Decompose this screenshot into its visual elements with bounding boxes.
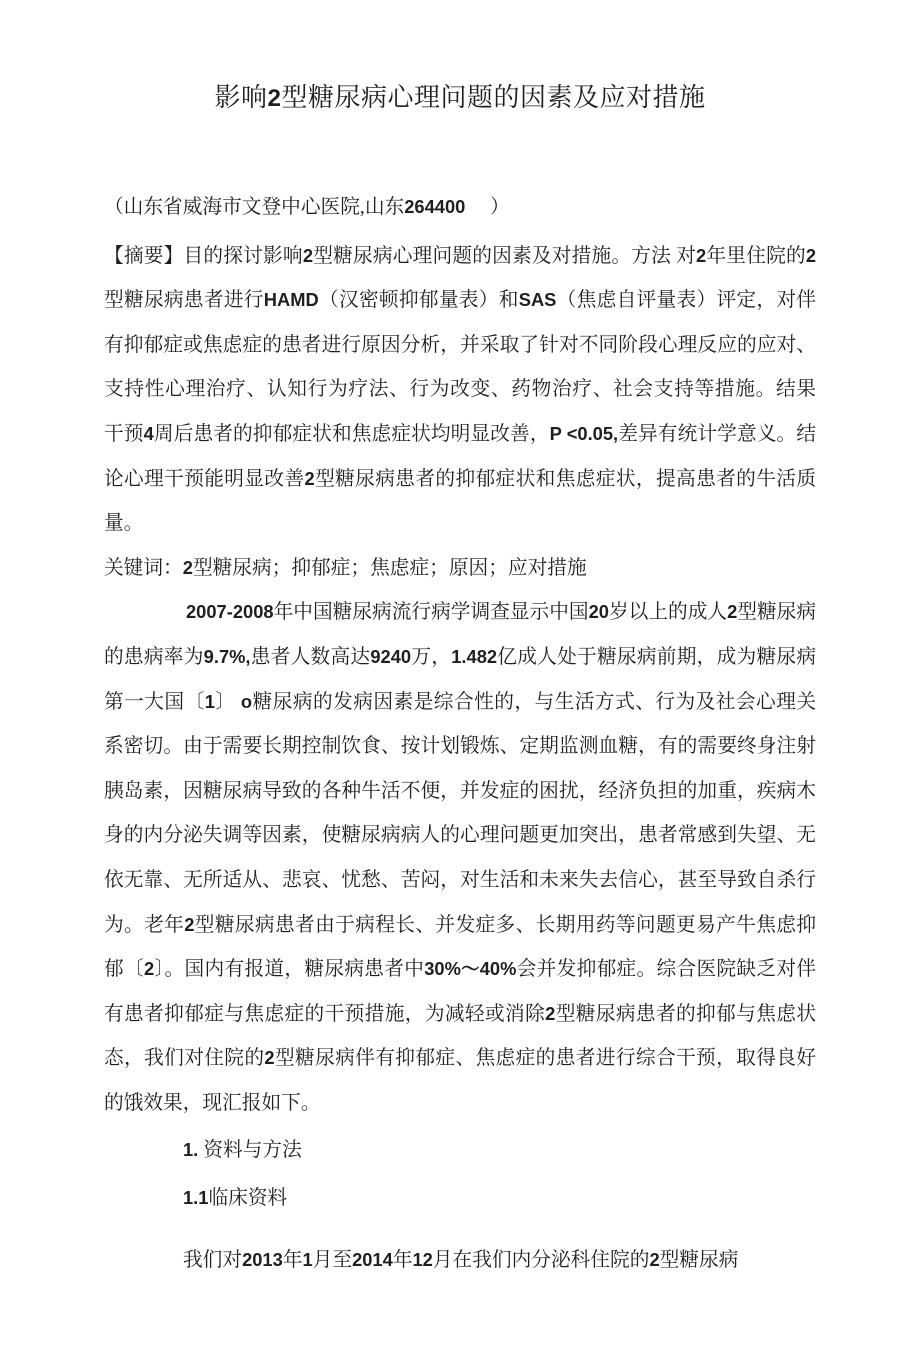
abstract-paragraph: 【摘要】目的探讨影响2型糖尿病心理问题的因素及对措施。方法 对2年里住院的2型糖尿病患者进行HAMD（汉密顿抑郁量表）和SAS（焦虑自评量表）评定，对伴有抑郁症或焦虑症的患者进行原因分析，并采取了针对不同阶段心理反应的应对、支持性心理治疗、认知行为疗法、行为改变、药物治疗、社会支持等措施。结果 干预4周后患者的抑郁症状和焦虑症状均明显改善，P <0.05,差异有统计学意义。结论心理干预能明显改善2型糖尿病患者的抑郁症状和焦虑症状，提高患者的牛活质量。 [104, 244, 817, 535]
introduction-paragraph: 2007-2008年中国糖尿病流行病学调查显示中国20岁以上的成人2型糖尿病的患病率为9.7%,患者人数高达9240万，1.482亿成人处于糖尿病前期，成为糖尿病第一大国〔1〕 o糖尿病的发病因素是综合性的，与生活方式、行为及社会心理关系密切。由于需要长期控制饮食、按计划锻炼、定期监测血糖，有的需要终身注射胰岛素，因糖尿病导致的各种牛活不便，并发症的困扰，经济负担的加重，疾病木身的内分泌失调等因素，使糖尿病病人的心理问题更加突出，患者常感到失望、无依无靠、无所适从、悲哀、忧愁、苦闷，对生活和未来失去信心，甚至导致自杀行为。老年2型糖尿病患者由于病程长、并发症多、长期用药等问题更易产牛焦虑抑郁〔2〕。国内有报道，糖尿病患者中30%～40%会并发抑郁症。综合医院缺乏对伴有患者抑郁症与焦虑症的干预措施，为减轻或消除2型糖尿病患者的抑郁与焦虑状态，我们对住院的2型糖尿病伴有抑郁症、焦虑症的患者进行综合干预，取得良好的饿效果，现汇报如下。 [104, 601, 817, 1114]
author-affiliation: （山东省威海市文登中心医院,山东264400 ） [104, 196, 510, 218]
keywords-line: 关键词：2型糖尿病；抑郁症；焦虑症；原因；应对措施 [104, 556, 587, 579]
document-content [0, 78, 920, 1282]
paper-title: 影响2型糖尿病心理问题的因素及应对措施 [214, 83, 706, 112]
section-1-heading: 1. 资料与方法 [183, 1139, 302, 1162]
section-1-1-heading: 1.1临床资料 [183, 1187, 288, 1210]
methods-opening-line: 我们对2013年1月至2014年12月在我们内分泌科住院的2型糖尿病 [183, 1248, 739, 1271]
